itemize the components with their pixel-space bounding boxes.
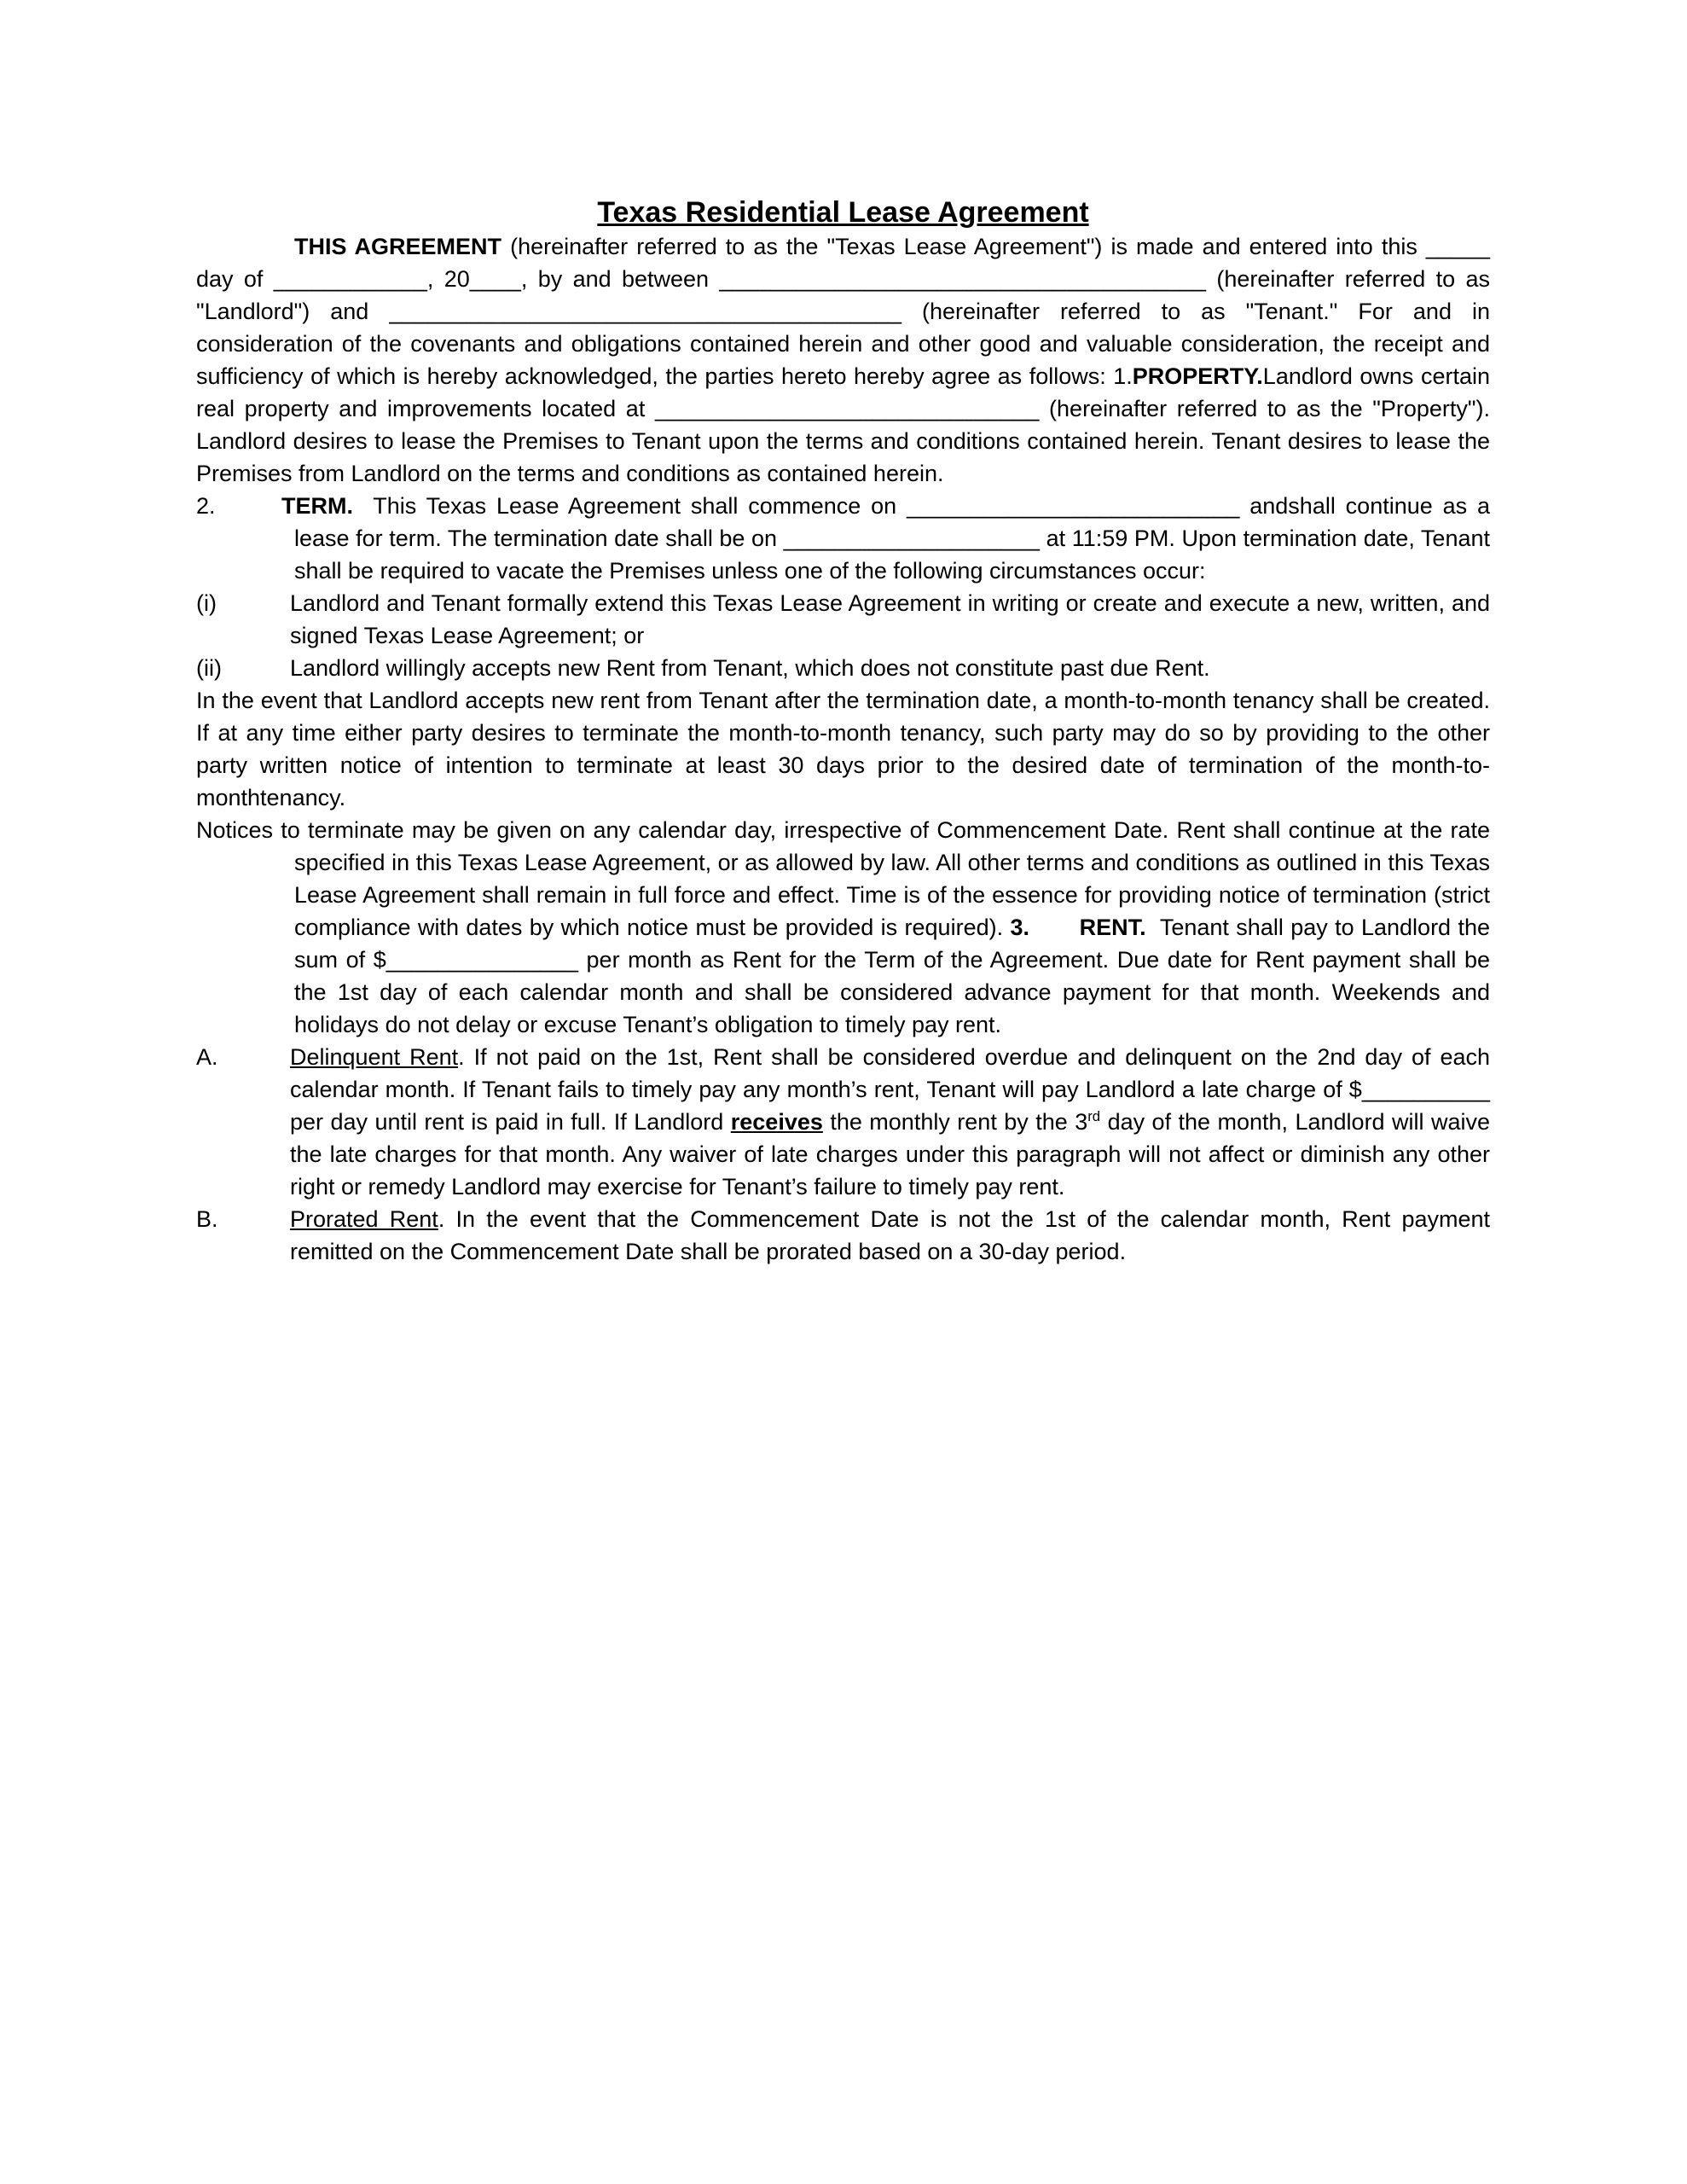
clause-ii-number: (ii) <box>196 655 222 681</box>
clause-ii-paragraph <box>196 652 1490 684</box>
item-b-number: B. <box>196 1206 218 1232</box>
section-term-text: TERM. This Texas Lease Agreement shall commence on __________________________ andshall continue as a lease for term. The termination date shall be on ____________________ at 11:59 PM. Upon termination date, Tenant shall be required to vacate the Premises unless one of the following circumstances occur: <box>281 493 1490 584</box>
item-a-number: A. <box>196 1044 218 1070</box>
month-to-month-paragraph: In the event that Landlord accepts new rent from Tenant after the termination date, a month-to-month tenancy shall be created. If at any time either party desires to terminate the month-to-month tenancy, such party may do so by providing to the other party written notice of intention to terminate at least 30 days prior to the desired date of termination of the month-to-monthtenancy. <box>196 688 1490 810</box>
document-title: Texas Residential Lease Agreement <box>597 196 1089 229</box>
notices-rent-paragraph: Notices to terminate may be given on any calendar day, irrespective of Commencement Date. Rent shall continue at the rate specified in this Texas Lease Agreement, or as allowed by law. All other terms and conditions as outlined in this Texas Lease Agreement shall remain in full force and effect. Time is of the essence for providing notice of termination (strict compliance with dates by which notice must be provided is required). 3. RENT. Tenant shall pay to Landlord the sum of $_______________ per month as Rent for the Term of the Agreement. Due date for Rent payment shall be the 1st day of each calendar month and shall be considered advance payment for that month. Weekends and holidays do not delay or excuse Tenant’s obligation to timely pay rent. <box>196 817 1490 1037</box>
intro-paragraph: THIS AGREEMENT (hereinafter referred to as the "Texas Lease Agreement") is made and entered into this _____ day of ____________, 20____, by and between ______________________________________ (hereinafter referred to as "Landlord") and ________________________________________ (hereinafter referred to as "Tenant." For and in consideration of the covenants and obligations contained herein and other good and valuable consideration, the receipt and sufficiency of which is hereby acknowledged, the parties hereto hereby agree as follows: 1.PROPERTY.Landlord owns certain real property and improvements located at ______________________________ (hereinafter referred to as the "Property"). Landlord desires to lease the Premises to Tenant upon the terms and conditions contained herein. Tenant desires to lease the Premises from Landlord on the terms and conditions as contained herein. <box>196 234 1490 486</box>
item-a-text: Delinquent Rent. If not paid on the 1st, Rent shall be considered overdue and delinquent on the 2nd day of each calendar month. If Tenant fails to timely pay any month’s rent, Tenant will pay Landlord a late charge of $__________ per day until rent is paid in full. If Landlord receives the monthly rent by the 3rd day of the month, Landlord will waive the late charges for that month. Any waiver of late charges under this paragraph will not affect or diminish any other right or remedy Landlord may exercise for Tenant’s failure to timely pay rent. <box>290 1044 1490 1199</box>
item-b-prorated-rent-paragraph <box>196 1203 1490 1268</box>
clause-i-paragraph <box>196 587 1490 652</box>
clause-i-text: Landlord and Tenant formally extend this Texas Lease Agreement in writing or create and execute a new, written, and signed Texas Lease Agreement; or <box>290 590 1490 648</box>
clause-ii-text: Landlord willingly accepts new Rent from Tenant, which does not constitute past due Rent. <box>290 655 1210 681</box>
item-b-text: Prorated Rent. In the event that the Commencement Date is not the 1st of the calendar month, Rent payment remitted on the Commencement Date shall be prorated based on a 30-day period. <box>290 1206 1491 1264</box>
section-term-number: 2. <box>196 493 216 519</box>
clause-i-number: (i) <box>196 590 217 616</box>
item-a-delinquent-rent-paragraph <box>196 1041 1490 1203</box>
section-term-paragraph <box>196 490 1490 587</box>
